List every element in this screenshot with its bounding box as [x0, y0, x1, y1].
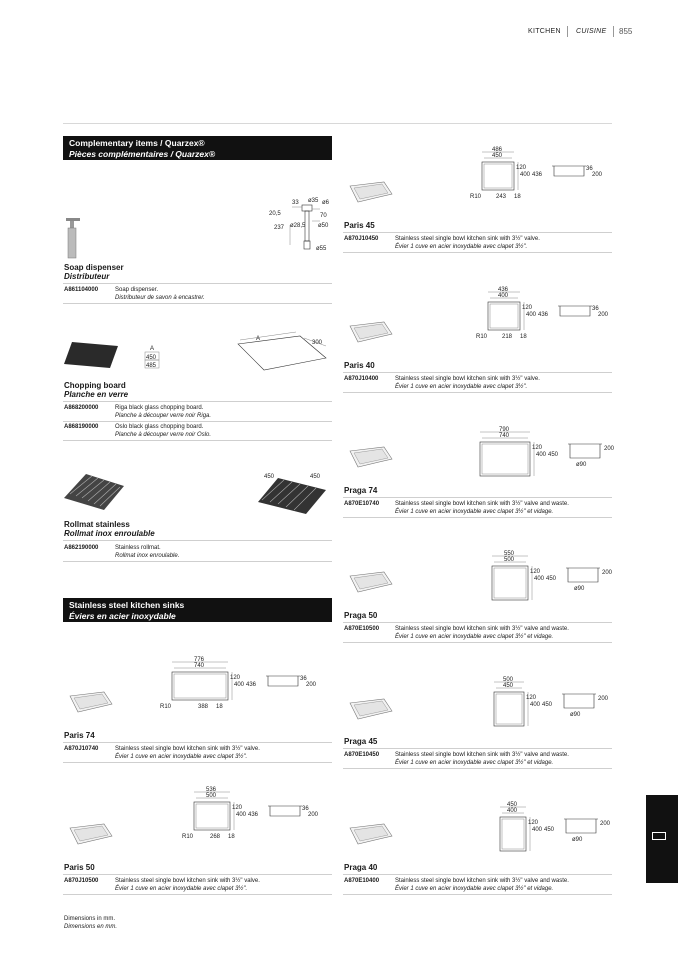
rollmat-dim: 450 — [264, 474, 275, 480]
product-code: A870E10740 — [344, 501, 380, 507]
dim-width-inner: 740 — [499, 433, 510, 439]
product-row — [64, 544, 332, 560]
dim-drain-diameter: ø90 — [576, 462, 587, 468]
header-section-fr: CUISINE — [576, 28, 607, 35]
dim-depth-1: 120 — [528, 820, 539, 826]
soap-dim: 70 — [320, 213, 327, 219]
rule — [63, 440, 332, 441]
soap-dim: ø28,5 — [290, 223, 306, 229]
dim-width-inner: 500 — [504, 557, 515, 563]
product-title: Paris 74 — [64, 731, 95, 740]
product-title: Chopping board — [64, 381, 126, 390]
product-code: A870E10450 — [344, 752, 380, 758]
product-code: A868200000 — [64, 405, 99, 411]
sink-image — [346, 180, 394, 206]
product-code: A870J10450 — [344, 236, 379, 242]
dim-depth-2: 400 — [526, 312, 537, 318]
dim-depth-1: 120 — [532, 445, 543, 451]
rule — [343, 874, 612, 875]
dim-center: 243 — [496, 194, 507, 200]
dim-depth-2: 400 — [234, 682, 245, 688]
soap-dim: 33 — [292, 200, 299, 206]
dim-depth-2: 400 — [536, 452, 547, 458]
rule — [343, 497, 612, 498]
product-title: Praga 40 — [344, 863, 378, 872]
sink-drawing — [476, 288, 626, 348]
rule — [63, 303, 332, 304]
dim-depth-1: 120 — [516, 165, 527, 171]
soap-dispenser-image — [64, 218, 84, 260]
product-row — [64, 745, 332, 761]
product-row — [344, 877, 612, 893]
product-desc-fr: Évier 1 cuve en acier inoxydable avec clapet 3½" et vidage. — [395, 760, 554, 766]
product-desc: Riga black glass chopping board. — [115, 405, 204, 411]
dim-edge: 18 — [514, 194, 521, 200]
dim-depth-1: 120 — [530, 569, 541, 575]
dim-depth-3: 450 — [544, 827, 555, 833]
dim-depth-3: 436 — [538, 312, 549, 318]
product-desc: Stainless steel single bowl kitchen sink with 3½" valve and waste. — [395, 501, 569, 507]
chopping-board-image — [64, 340, 120, 370]
product-title: Praga 74 — [344, 486, 378, 495]
dim-width-inner: 450 — [492, 153, 503, 159]
rule — [63, 742, 332, 743]
product-desc-fr: Évier 1 cuve en acier inoxydable avec clapet 3½" et vidage. — [395, 886, 554, 892]
product-title: Rollmat stainless — [64, 520, 130, 529]
dim-width-outer: 436 — [498, 287, 509, 293]
kitchen-tab-icon — [652, 832, 666, 840]
product-title: Praga 45 — [344, 737, 378, 746]
product-row — [64, 423, 332, 439]
rule — [343, 252, 612, 253]
product-title: Soap dispenser — [64, 263, 124, 272]
rule — [63, 874, 332, 875]
product-row — [344, 235, 612, 251]
dim-width-outer: 790 — [499, 427, 510, 433]
dim-section-height: 36 — [302, 806, 309, 812]
board-dim: A — [256, 336, 261, 342]
sink-drawing — [160, 657, 317, 718]
dim-section-length: 200 — [592, 172, 603, 178]
sink-image — [346, 445, 394, 471]
top-rule — [63, 123, 612, 124]
sink-drawing — [490, 678, 640, 738]
dim-section-length: 200 — [598, 312, 609, 318]
rollmat-drawing — [252, 470, 330, 516]
product-desc-fr: Évier 1 cuve en acier inoxydable avec clapet 3½". — [115, 754, 248, 760]
dim-width-inner: 500 — [206, 793, 217, 799]
dim-depth-1: 120 — [232, 805, 243, 811]
product-desc: Stainless rollmat. — [115, 545, 161, 551]
dim-width-outer: 776 — [194, 657, 205, 663]
rule — [343, 372, 612, 373]
product-desc: Soap dispenser. — [115, 287, 159, 293]
dim-section-length: 200 — [602, 570, 613, 576]
product-desc-fr: Planche à découper verre noir Riga. — [115, 413, 212, 419]
board-dim: 300 — [312, 340, 323, 346]
rule — [63, 283, 332, 284]
soap-dim: ø50 — [318, 223, 329, 229]
rule — [63, 421, 332, 422]
footer-note: Dimensions in mm. — [64, 916, 116, 922]
board-dim: 485 — [146, 363, 157, 369]
product-desc: Stainless steel single bowl kitchen sink with 3½" valve. — [115, 878, 260, 884]
dim-section-length: 200 — [306, 682, 317, 688]
dim-width-inner: 450 — [503, 683, 514, 689]
dim-width-outer: 450 — [507, 802, 518, 808]
product-title: Paris 45 — [344, 221, 375, 230]
section-title-fr: Pièces complémentaires / Quarzex® — [69, 149, 216, 159]
rule — [343, 894, 612, 895]
dim-edge: 18 — [520, 334, 527, 340]
product-code: A870E10400 — [344, 878, 380, 884]
rule — [63, 762, 332, 763]
product-desc: Stainless steel single bowl kitchen sink with 3½" valve and waste. — [395, 878, 569, 884]
product-desc: Stainless steel single bowl kitchen sink with 3½" valve and waste. — [395, 752, 569, 758]
product-code: A862190000 — [64, 545, 99, 551]
dim-width-inner: 400 — [498, 293, 509, 299]
product-title: Paris 50 — [64, 863, 95, 872]
rule — [343, 232, 612, 233]
header-divider — [613, 26, 614, 37]
section-bar-sinks — [63, 598, 332, 622]
dim-center: 388 — [198, 704, 209, 710]
sink-drawing — [496, 803, 646, 863]
footer-note-fr: Dimensions en mm. — [64, 924, 118, 930]
sink-image — [66, 690, 114, 716]
dim-width-outer: 550 — [504, 551, 515, 557]
product-row — [344, 625, 612, 641]
dim-drain-diameter: ø90 — [572, 837, 583, 843]
dim-edge: 18 — [216, 704, 223, 710]
product-desc-fr: Évier 1 cuve en acier inoxydable avec clapet 3½". — [395, 244, 528, 250]
dim-center: 218 — [502, 334, 513, 340]
product-desc: Stainless steel single bowl kitchen sink with 3½" valve. — [115, 746, 260, 752]
dim-radius: R10 — [182, 834, 194, 840]
product-desc: Stainless steel single bowl kitchen sink with 3½" valve. — [395, 376, 540, 382]
product-code: A870J10740 — [64, 746, 99, 752]
dim-section-length: 200 — [604, 446, 615, 452]
product-desc: Stainless steel single bowl kitchen sink with 3½" valve and waste. — [395, 626, 569, 632]
board-dim: 450 — [146, 355, 157, 361]
product-desc-fr: Distributeur de savon à encastrer. — [115, 295, 205, 301]
dim-section-height: 36 — [592, 306, 599, 312]
rule — [343, 748, 612, 749]
dim-depth-3: 436 — [532, 172, 543, 178]
soap-dim: ø6 — [322, 200, 330, 206]
sink-image — [346, 570, 394, 596]
dim-edge: 18 — [228, 834, 235, 840]
product-row — [344, 751, 612, 767]
dim-depth-2: 400 — [532, 827, 543, 833]
dim-depth-3: 436 — [246, 682, 257, 688]
dim-section-length: 200 — [600, 821, 611, 827]
sink-drawing — [488, 552, 638, 612]
dim-drain-diameter: ø90 — [570, 712, 581, 718]
page-number: 855 — [619, 27, 633, 36]
rule — [63, 540, 332, 541]
header-divider — [567, 26, 568, 37]
dim-width-outer: 536 — [206, 787, 217, 793]
product-code: A870J10400 — [344, 376, 379, 382]
soap-dim: 237 — [274, 225, 285, 231]
dim-depth-3: 450 — [548, 452, 559, 458]
product-code: A861104000 — [64, 287, 99, 293]
dim-radius: R10 — [160, 704, 172, 710]
product-desc-fr: Planche à découper verre noir Oslo. — [115, 432, 212, 438]
dim-center: 268 — [210, 834, 221, 840]
header-section: KITCHEN — [528, 28, 561, 35]
dim-radius: R10 — [470, 194, 482, 200]
product-desc-fr: Évier 1 cuve en acier inoxydable avec clapet 3½" et vidage. — [395, 509, 554, 515]
product-desc-fr: Évier 1 cuve en acier inoxydable avec clapet 3½" et vidage. — [395, 634, 554, 640]
soap-dispenser-drawing — [268, 195, 336, 253]
product-title-fr: Rollmat inox enroulable — [64, 529, 155, 538]
product-title-fr: Distributeur — [64, 272, 110, 281]
soap-dim: ø55 — [316, 246, 327, 252]
section-title-fr: Éviers en acier inoxydable — [69, 611, 176, 621]
product-desc: Stainless steel single bowl kitchen sink with 3½" valve. — [395, 236, 540, 242]
product-title-fr: Planche en verre — [64, 390, 129, 399]
product-desc-fr: Évier 1 cuve en acier inoxydable avec clapet 3½". — [395, 384, 528, 390]
dim-section-height: 36 — [300, 676, 307, 682]
sink-drawing — [182, 788, 332, 848]
product-row — [64, 404, 332, 420]
dim-depth-1: 120 — [522, 305, 533, 311]
soap-dim: 20,5 — [269, 211, 281, 217]
section-bar-complementary — [63, 136, 332, 160]
dim-depth-2: 400 — [530, 702, 541, 708]
dim-drain-diameter: ø90 — [574, 586, 585, 592]
dim-section-length: 200 — [598, 696, 609, 702]
sink-image — [346, 822, 394, 848]
dim-depth-3: 436 — [248, 812, 259, 818]
dim-depth-3: 450 — [542, 702, 553, 708]
rule — [343, 622, 612, 623]
product-row — [344, 375, 612, 391]
product-title: Praga 50 — [344, 611, 378, 620]
dim-width-outer: 500 — [503, 677, 514, 683]
soap-dim: ø35 — [308, 198, 319, 204]
rule — [343, 642, 612, 643]
rule — [343, 392, 612, 393]
product-row — [64, 877, 332, 893]
product-code: A870E10500 — [344, 626, 380, 632]
rollmat-image — [64, 474, 126, 512]
dim-depth-2: 400 — [520, 172, 531, 178]
product-desc-fr: Rollmat inox enroulable. — [115, 553, 180, 559]
dim-radius: R10 — [476, 334, 488, 340]
sink-image — [346, 697, 394, 723]
board-dim: A — [150, 346, 155, 352]
sink-image — [346, 320, 394, 346]
rule — [343, 768, 612, 769]
dim-depth-2: 400 — [534, 576, 545, 582]
product-code: A870J10500 — [64, 878, 99, 884]
chopping-board-drawing — [230, 332, 330, 376]
product-desc: Oslo black glass chopping board. — [115, 424, 204, 430]
dim-depth-3: 450 — [546, 576, 557, 582]
product-desc-fr: Évier 1 cuve en acier inoxydable avec clapet 3½". — [115, 886, 248, 892]
rule — [63, 894, 332, 895]
sink-drawing — [470, 148, 620, 208]
sink-drawing — [476, 428, 626, 488]
product-title: Paris 40 — [344, 361, 375, 370]
product-row — [64, 286, 332, 302]
dim-section-height: 36 — [586, 166, 593, 172]
dim-section-length: 200 — [308, 812, 319, 818]
chopping-board-spec — [144, 344, 164, 372]
rule — [343, 517, 612, 518]
dim-depth-1: 120 — [526, 695, 537, 701]
rule — [63, 561, 332, 562]
rule — [63, 401, 332, 402]
dim-depth-1: 120 — [230, 675, 241, 681]
product-code: A868190000 — [64, 424, 99, 430]
dim-width-inner: 400 — [507, 808, 518, 814]
section-title: Complementary items / Quarzex® — [69, 138, 205, 148]
product-row — [344, 500, 612, 516]
rollmat-dim: 450 — [310, 474, 321, 480]
dim-width-outer: 486 — [492, 147, 503, 153]
sink-image — [66, 822, 114, 848]
dim-width-inner: 740 — [194, 663, 205, 669]
dim-depth-2: 400 — [236, 812, 247, 818]
section-title: Stainless steel kitchen sinks — [69, 600, 185, 610]
